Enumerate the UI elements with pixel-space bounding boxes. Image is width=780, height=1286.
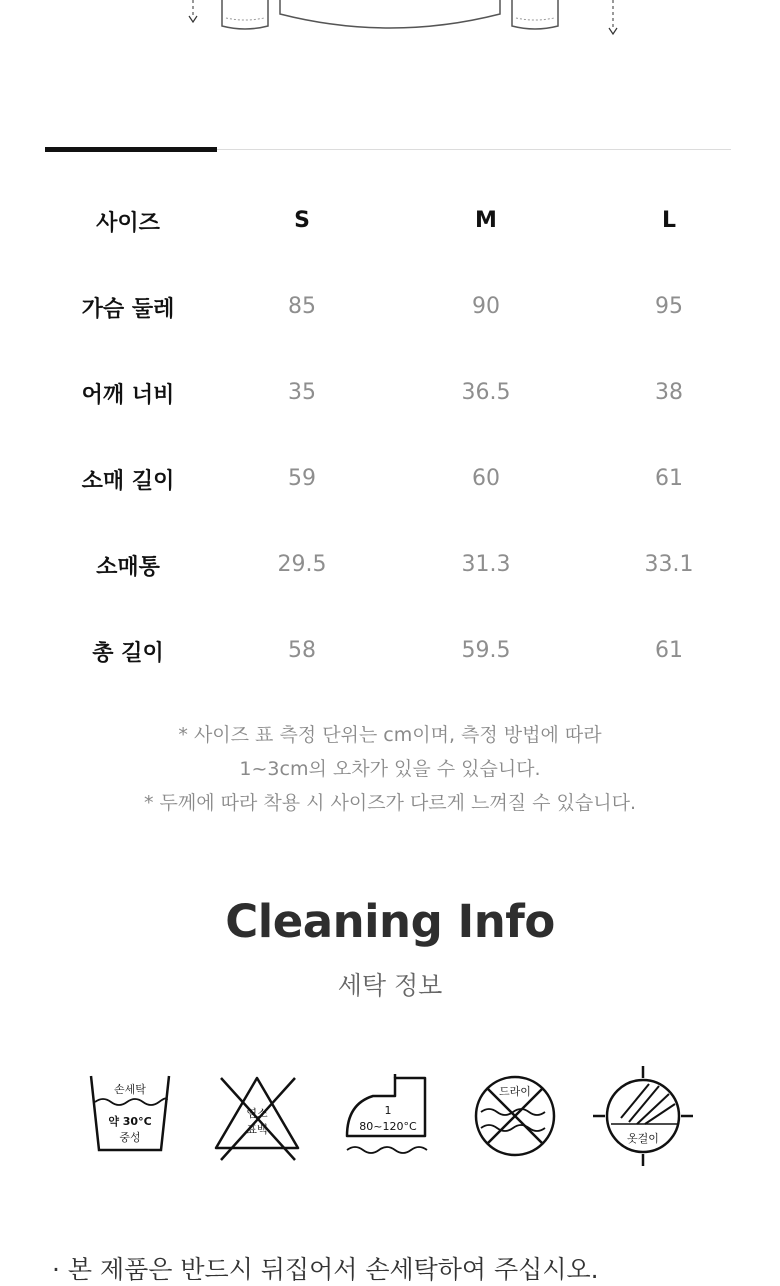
total-length-value-m: 59.5 (461, 638, 511, 663)
sleeve-width-value-s: 29.5 (277, 552, 327, 577)
shoulder-value-m: 36.5 (461, 380, 511, 405)
row-label-total-length: 총 길이 (92, 641, 164, 666)
hang-dry-icon (589, 1062, 697, 1172)
hand-wash-temp: 약 30°C (108, 1115, 152, 1128)
size-header-s: S (294, 208, 310, 233)
chest-value-s: 85 (288, 294, 316, 319)
chest-value-m: 90 (472, 294, 500, 319)
sleeve-length-value-l: 61 (655, 466, 683, 491)
hand-wash-detergent: 중성 (119, 1131, 141, 1144)
row-label-shoulder: 어깨 너비 (81, 383, 175, 408)
note-line-1: * 사이즈 표 측정 단위는 cm이며, 측정 방법에 따라 (178, 724, 602, 746)
sleeve-width-value-m: 31.3 (461, 552, 511, 577)
garment-diagram-bottom (0, 0, 780, 60)
size-header-l: L (661, 208, 677, 233)
hand-wash-icon (75, 1062, 183, 1172)
tab-active-indicator[interactable] (45, 147, 217, 152)
total-length-value-s: 58 (288, 638, 316, 663)
bleach-label-2: 표백 (246, 1123, 268, 1136)
size-header-label: 사이즈 (96, 211, 160, 236)
no-dry-clean-icon (461, 1062, 569, 1172)
sleeve-length-value-m: 60 (472, 466, 500, 491)
hang-dry-label: 옷걸이 (627, 1132, 659, 1145)
note-line-3: * 두께에 따라 착용 시 사이즈가 다르게 느껴질 수 있습니다. (143, 792, 637, 814)
iron-level: 1 (384, 1104, 392, 1117)
iron-icon (333, 1062, 441, 1172)
no-bleach-icon (203, 1062, 311, 1172)
row-label-sleeve-length: 소매 길이 (81, 469, 175, 494)
shoulder-value-s: 35 (288, 380, 316, 405)
size-notes (0, 718, 780, 820)
sleeve-width-value-l: 33.1 (644, 552, 694, 577)
size-header-m: M (475, 208, 497, 233)
cleaning-subtitle: 세탁 정보 (337, 971, 443, 1000)
row-label-sleeve-width: 소매통 (96, 555, 160, 580)
tab-bar (45, 147, 731, 153)
shoulder-value-l: 38 (655, 380, 683, 405)
cleaning-title: Cleaning Info (225, 895, 555, 948)
wash-instruction-note: · 본 제품은 반드시 뒤집어서 손세탁하여 주십시오. (52, 1255, 599, 1284)
total-length-value-l: 61 (655, 638, 683, 663)
bleach-label-1: 염소 (246, 1107, 268, 1120)
dry-clean-label: 드라이 (499, 1085, 531, 1098)
note-line-2: 1~3cm의 오차가 있을 수 있습니다. (239, 758, 541, 780)
iron-temp: 80~120°C (359, 1120, 417, 1133)
chest-value-l: 95 (655, 294, 683, 319)
hand-wash-label: 손세탁 (114, 1083, 146, 1096)
row-label-chest: 가슴 둘레 (81, 297, 175, 322)
sleeve-length-value-s: 59 (288, 466, 316, 491)
